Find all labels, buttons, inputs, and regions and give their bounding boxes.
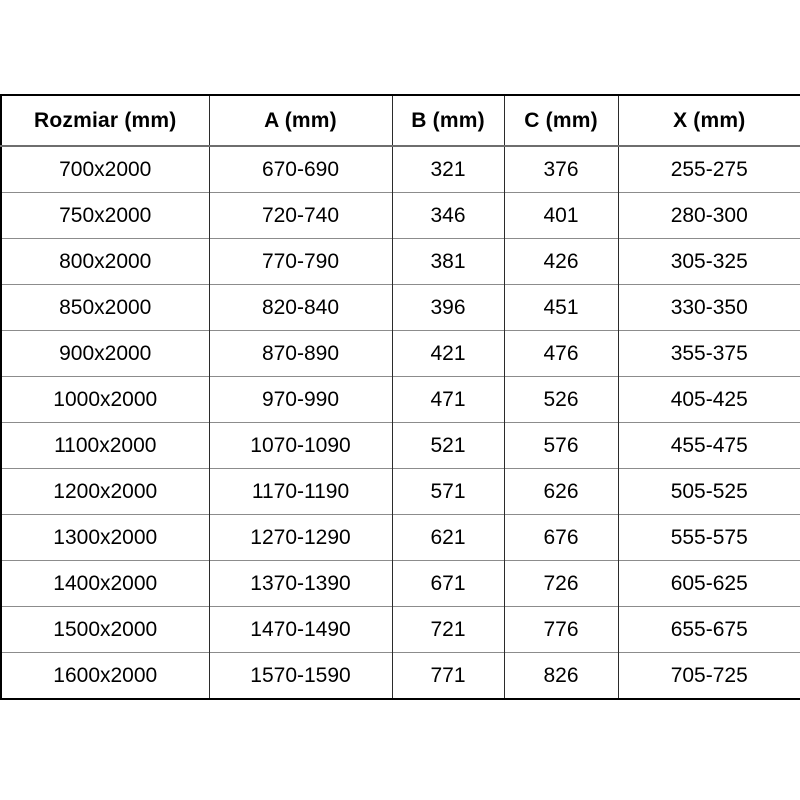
table-cell: 770-790 xyxy=(209,239,392,285)
table-cell: 555-575 xyxy=(618,515,800,561)
table-cell: 405-425 xyxy=(618,377,800,423)
column-header-b: B (mm) xyxy=(392,95,504,146)
table-cell: 521 xyxy=(392,423,504,469)
table-cell: 850x2000 xyxy=(1,285,209,331)
table-cell: 471 xyxy=(392,377,504,423)
table-row xyxy=(1,653,800,700)
table-cell: 705-725 xyxy=(618,653,800,700)
table-cell: 396 xyxy=(392,285,504,331)
header-row xyxy=(1,95,800,146)
table-cell: 800x2000 xyxy=(1,239,209,285)
table-cell: 1000x2000 xyxy=(1,377,209,423)
table-cell: 900x2000 xyxy=(1,331,209,377)
table-row xyxy=(1,469,800,515)
table-cell: 700x2000 xyxy=(59,157,152,181)
table-cell: 381 xyxy=(392,239,504,285)
table-cell: 820-840 xyxy=(209,285,392,331)
table-body xyxy=(1,146,800,699)
table-row xyxy=(1,331,800,377)
table-cell: 870-890 xyxy=(209,331,392,377)
table-cell: 305-325 xyxy=(618,239,800,285)
table-cell: 726 xyxy=(504,561,618,607)
table-cell: 330-350 xyxy=(618,285,800,331)
table-row xyxy=(1,423,800,469)
table-cell: 1470-1490 xyxy=(209,607,392,653)
table-cell: 1170-1190 xyxy=(209,469,392,515)
table-cell: 505-525 xyxy=(618,469,800,515)
table-row xyxy=(1,377,800,423)
table-cell: 626 xyxy=(504,469,618,515)
table-cell: 571 xyxy=(392,469,504,515)
table-cell: 776 xyxy=(504,607,618,653)
table-cell: 621 xyxy=(392,515,504,561)
table-row xyxy=(1,239,800,285)
table-cell: 426 xyxy=(504,239,618,285)
table-row xyxy=(1,285,800,331)
table-cell: 1270-1290 xyxy=(209,515,392,561)
table-cell: 655-675 xyxy=(618,607,800,653)
table-cell: 676 xyxy=(504,515,618,561)
table-cell: 605-625 xyxy=(618,561,800,607)
table-cell: 720-740 xyxy=(209,193,392,239)
table-cell: 1300x2000 xyxy=(1,515,209,561)
table-cell: 1100x2000 xyxy=(1,423,209,469)
table-cell: 401 xyxy=(504,193,618,239)
table-cell: 1500x2000 xyxy=(1,607,209,653)
column-header-c: C (mm) xyxy=(504,95,618,146)
table-cell: 670-690 xyxy=(209,146,392,193)
table-cell: 671 xyxy=(392,561,504,607)
table-cell: 1570-1590 xyxy=(209,653,392,700)
table-cell: 346 xyxy=(392,193,504,239)
table-cell: 721 xyxy=(392,607,504,653)
table-cell: 355-375 xyxy=(618,331,800,377)
table-row xyxy=(1,607,800,653)
table-cell: 750x2000 xyxy=(1,193,209,239)
column-header-rozmiar: Rozmiar (mm) xyxy=(1,95,209,146)
column-header-x: X (mm) xyxy=(618,95,800,146)
table-cell: 255-275 xyxy=(618,146,800,193)
table-cell: 280-300 xyxy=(618,193,800,239)
table-cell: 376 xyxy=(504,146,618,193)
table-cell: 451 xyxy=(504,285,618,331)
table-row xyxy=(1,146,800,193)
table-cell: 1070-1090 xyxy=(209,423,392,469)
table-cell: 826 xyxy=(504,653,618,700)
table-cell: 576 xyxy=(504,423,618,469)
table-cell: 526 xyxy=(504,377,618,423)
column-header-a: A (mm) xyxy=(209,95,392,146)
table-row xyxy=(1,193,800,239)
table-cell: 1400x2000 xyxy=(1,561,209,607)
table-cell: 1200x2000 xyxy=(1,469,209,515)
size-table xyxy=(0,94,800,700)
table-row xyxy=(1,561,800,607)
table-cell: 1600x2000 xyxy=(1,653,209,700)
table-cell: 771 xyxy=(392,653,504,700)
table-cell: 970-990 xyxy=(209,377,392,423)
table-cell: 455-475 xyxy=(618,423,800,469)
table-row xyxy=(1,515,800,561)
table-cell: 321 xyxy=(392,146,504,193)
table-cell: 421 xyxy=(392,331,504,377)
table-cell: 476 xyxy=(504,331,618,377)
table-cell: 1370-1390 xyxy=(209,561,392,607)
